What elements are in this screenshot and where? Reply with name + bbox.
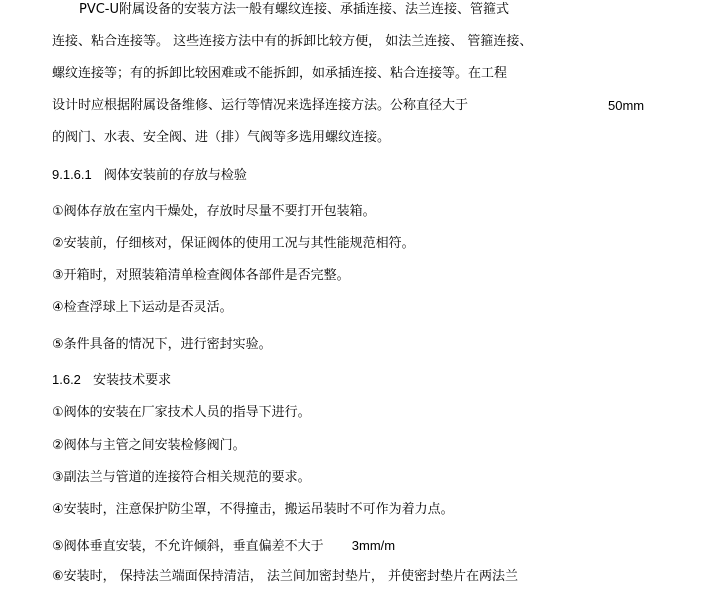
list-item: ②阀体与主管之间安装检修阀门。 [52,438,246,453]
list-item: ②安装前，仔细核对，保证阀体的使用工况与其性能规范相符。 [52,236,415,251]
section-heading-1-6-2 [52,372,171,389]
list-item: ⑥安装时， 保持法兰端面保持清洁， 法兰间加密封垫片， 并使密封垫片在两法兰 [52,569,519,584]
paragraph-line-4: 设计时应根据附属设备维修、运行等情况来选择连接方法。公称直径大于 [52,98,469,113]
list-item-text: ⑤阀体垂直安装，不允许倾斜，垂直偏差不大于 [52,539,324,554]
section-heading-9-1-6-1 [52,167,247,184]
list-item: ④检查浮球上下运动是否灵活。 [52,300,233,315]
list-item: ④安装时，注意保护防尘罩，不得撞击，搬运吊装时不可作为着力点。 [52,502,454,517]
paragraph-line-1: PVC-U附属设备的安装方法一般有螺纹连接、承插连接、法兰连接、管箍式 [79,2,510,17]
section-title: 安装技术要求 [93,373,172,388]
section-title: 阀体安装前的存放与检验 [103,168,247,183]
section-number: 9.1.6.1 [52,167,92,182]
list-item: ③开箱时，对照装箱清单检查阀体各部件是否完整。 [52,268,350,283]
section-number: 1.6.2 [52,372,81,387]
list-item [52,538,395,555]
list-item: ①阀体的安装在厂家技术人员的指导下进行。 [52,405,311,420]
paragraph-line-2: 连接、粘合连接等。 这些连接方法中有的拆卸比较方便， 如法兰连接、 管箍连接、 [52,34,533,49]
list-item: ⑤条件具备的情况下，进行密封实验。 [52,337,272,352]
paragraph-line-3: 螺纹连接等；有的拆卸比较困难或不能拆卸，如承插连接、粘合连接等。在工程 [52,66,508,81]
diameter-value: 50mm [608,98,645,113]
list-item: ①阀体存放在室内干燥处，存放时尽量不要打开包装箱。 [52,204,376,219]
deviation-value: 3mm/m [351,538,396,553]
paragraph-line-5: 的阀门、水表、安全阀、进（排）气阀等多选用螺纹连接。 [52,130,391,145]
list-item: ③副法兰与管道的连接符合相关规范的要求。 [52,470,311,485]
